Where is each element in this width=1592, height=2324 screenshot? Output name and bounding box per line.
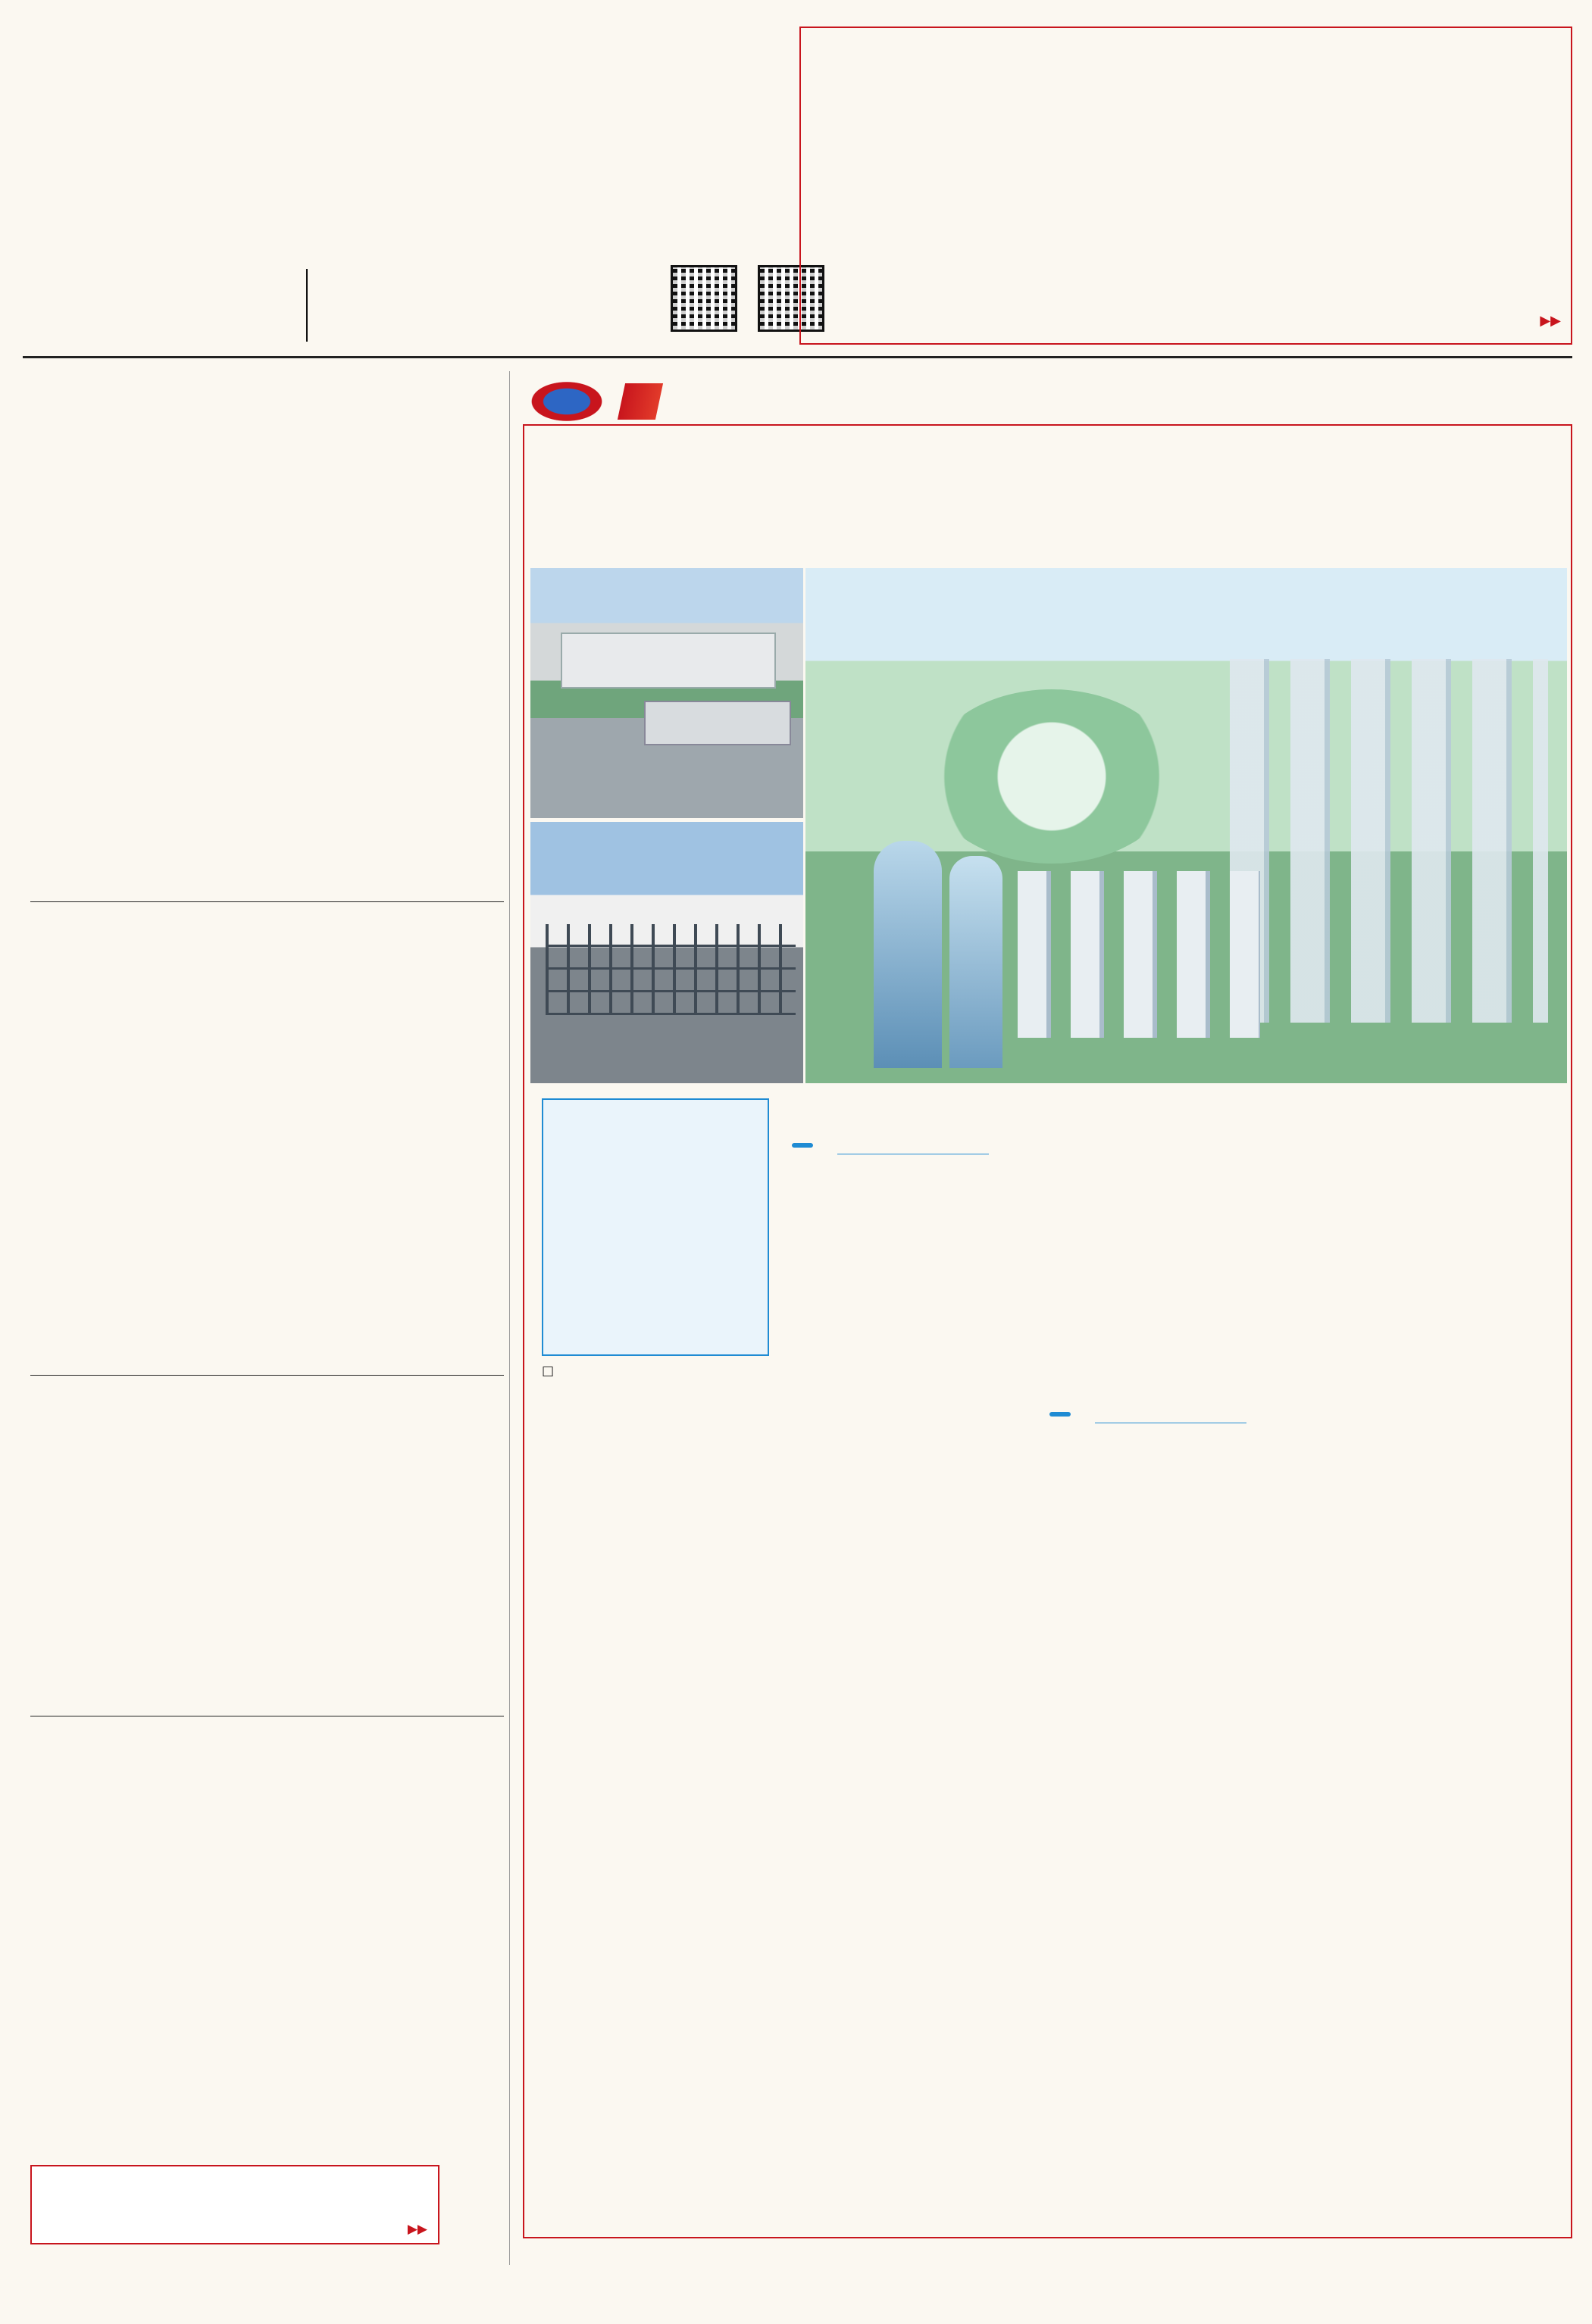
top-feature-col1 bbox=[812, 168, 1043, 327]
section2-heading bbox=[1049, 1405, 1296, 1452]
article1-body-a bbox=[32, 466, 259, 894]
masthead-publish-block bbox=[318, 269, 652, 352]
top-feature-col3 bbox=[1299, 168, 1560, 308]
rendering-buildings bbox=[1230, 659, 1548, 1023]
jump-arrow-icon: ▶▶ bbox=[1540, 313, 1561, 329]
rendering-tower bbox=[874, 841, 942, 1068]
factory-building bbox=[561, 633, 776, 689]
section2-tag bbox=[1049, 1412, 1071, 1417]
rendering-park bbox=[927, 689, 1177, 864]
factory-building bbox=[644, 701, 791, 745]
top-feature-col2 bbox=[1056, 168, 1287, 327]
center-body-6 bbox=[1311, 1091, 1561, 2219]
photo-science-city-rendering bbox=[805, 568, 1567, 1083]
center-body-2 bbox=[792, 1091, 1034, 1129]
article3-body-a bbox=[32, 1481, 259, 1701]
kicker-label bbox=[618, 383, 663, 420]
masthead-divider bbox=[306, 269, 308, 342]
center-body-1 bbox=[542, 1390, 777, 2231]
masthead-date-block bbox=[99, 269, 296, 352]
jump-arrow-icon: ▶▶ bbox=[407, 2222, 427, 2237]
editor-note-box bbox=[542, 1098, 769, 1356]
top-feature-jump[interactable] bbox=[1440, 313, 1561, 329]
left-divider-1 bbox=[30, 901, 504, 902]
center-body-5 bbox=[1049, 1458, 1296, 2231]
masthead-title bbox=[72, 45, 792, 220]
report-box[interactable] bbox=[30, 2165, 439, 2244]
masthead-rule bbox=[23, 356, 1572, 358]
article4-body-a bbox=[32, 1822, 259, 2155]
rendering-tower bbox=[949, 856, 1002, 1068]
article2-body-a bbox=[32, 1011, 259, 1367]
left-divider-2 bbox=[30, 1375, 504, 1376]
section1-heading bbox=[792, 1136, 1034, 1183]
byline-box-icon: □ bbox=[542, 1363, 555, 1379]
qr-weibo[interactable] bbox=[671, 265, 737, 332]
article1-body-b bbox=[269, 466, 496, 894]
center-byline bbox=[542, 1363, 777, 1379]
report-box-jump bbox=[408, 2222, 427, 2237]
section1-tag bbox=[792, 1143, 813, 1148]
photo-factory-aerial bbox=[530, 568, 803, 818]
center-body-3 bbox=[792, 1189, 1034, 2231]
photo-industrial-park bbox=[530, 822, 803, 1083]
column-separator bbox=[509, 371, 510, 2265]
article4-body-b bbox=[269, 1822, 496, 2155]
kicker-banner bbox=[530, 371, 1061, 432]
rendering-buildings bbox=[1018, 871, 1260, 1038]
article3-body-b bbox=[269, 1481, 496, 1701]
kicker-swoosh-icon bbox=[530, 371, 621, 432]
masthead-subtitle bbox=[197, 221, 667, 259]
article2-body-b bbox=[269, 1011, 496, 1367]
steel-frame bbox=[546, 924, 796, 1015]
